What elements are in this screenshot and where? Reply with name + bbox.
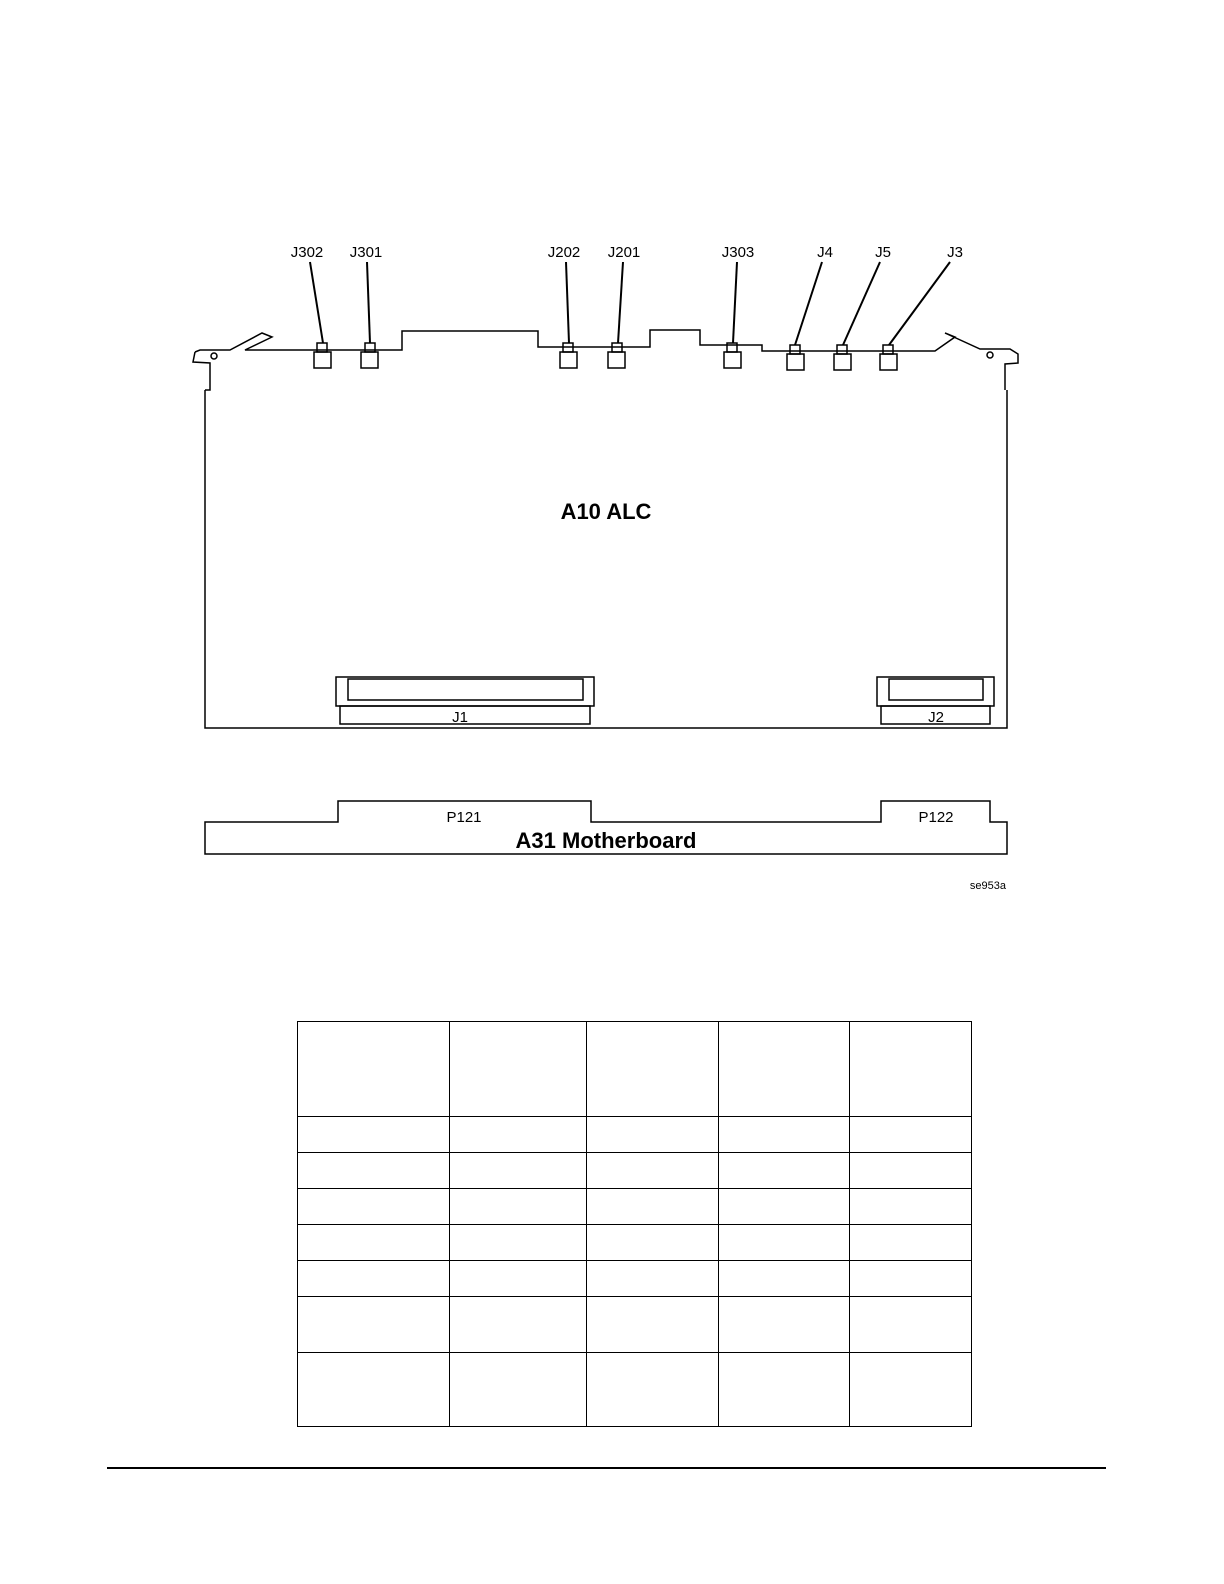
table-cell xyxy=(450,1117,587,1153)
table-cell xyxy=(450,1261,587,1297)
table-cell xyxy=(587,1261,719,1297)
leader-j301 xyxy=(367,262,370,343)
leader-j4 xyxy=(795,262,822,345)
table-row xyxy=(298,1117,972,1153)
leader-j3 xyxy=(889,262,950,345)
label-j2: J2 xyxy=(928,709,944,726)
table-cell xyxy=(719,1189,850,1225)
left-ejector-hole xyxy=(211,353,217,359)
table-cell xyxy=(719,1353,850,1427)
table-cell xyxy=(587,1189,719,1225)
table-cell xyxy=(587,1153,719,1189)
table-cell xyxy=(450,1297,587,1353)
table-body xyxy=(298,1022,972,1427)
table-cell xyxy=(298,1117,450,1153)
table-cell xyxy=(719,1225,850,1261)
footer-rule xyxy=(107,1467,1106,1469)
label-p121: P121 xyxy=(446,809,482,826)
table-cell xyxy=(450,1022,587,1117)
table-row xyxy=(298,1297,972,1353)
table-cell xyxy=(587,1022,719,1117)
table-row xyxy=(298,1353,972,1427)
table-row xyxy=(298,1153,972,1189)
label-j4: J4 xyxy=(817,244,833,261)
label-j201: J201 xyxy=(607,244,641,261)
table-cell xyxy=(719,1297,850,1353)
table-row xyxy=(298,1225,972,1261)
leader-j201 xyxy=(618,262,623,343)
table-cell xyxy=(587,1117,719,1153)
table-cell xyxy=(850,1117,972,1153)
table-cell xyxy=(850,1353,972,1427)
table-cell xyxy=(850,1189,972,1225)
leader-j303 xyxy=(733,262,737,343)
connector-table xyxy=(297,1021,972,1427)
table-cell xyxy=(719,1261,850,1297)
motherboard-title: A31 Motherboard xyxy=(515,828,697,853)
table-cell xyxy=(719,1153,850,1189)
table-row xyxy=(298,1189,972,1225)
table-row xyxy=(298,1261,972,1297)
table-row xyxy=(298,1022,972,1117)
figure-id: se953a xyxy=(969,880,1006,892)
table-cell xyxy=(298,1297,450,1353)
label-j3: J3 xyxy=(947,244,963,261)
table-cell xyxy=(298,1225,450,1261)
connector-j4 xyxy=(787,345,804,370)
label-j302: J302 xyxy=(290,244,324,261)
connector-j5 xyxy=(834,345,851,370)
leader-j302 xyxy=(310,262,323,343)
table-cell xyxy=(587,1353,719,1427)
label-p122: P122 xyxy=(918,809,954,826)
connector-j302 xyxy=(314,343,331,368)
connector-j3 xyxy=(880,345,897,370)
table-cell xyxy=(450,1189,587,1225)
label-j1: J1 xyxy=(452,709,468,726)
table-cell xyxy=(587,1297,719,1353)
connector-j301 xyxy=(361,343,378,368)
table-cell xyxy=(850,1153,972,1189)
table-cell xyxy=(850,1261,972,1297)
table-cell xyxy=(850,1225,972,1261)
table-cell xyxy=(298,1353,450,1427)
table-cell xyxy=(450,1225,587,1261)
label-j301: J301 xyxy=(349,244,383,261)
table-cell xyxy=(719,1022,850,1117)
table-cell xyxy=(298,1153,450,1189)
table-cell xyxy=(850,1297,972,1353)
left-ejector xyxy=(193,352,210,390)
label-j303: J303 xyxy=(721,244,755,261)
table-cell xyxy=(298,1022,450,1117)
table-cell xyxy=(298,1189,450,1225)
table-cell xyxy=(587,1225,719,1261)
table-cell xyxy=(850,1022,972,1117)
table-cell xyxy=(450,1153,587,1189)
connector-j303 xyxy=(724,343,741,368)
label-j202: J202 xyxy=(547,244,581,261)
label-j5: J5 xyxy=(875,244,891,261)
table-cell xyxy=(450,1353,587,1427)
right-ejector-hole xyxy=(987,352,993,358)
alc-board-title: A10 ALC xyxy=(560,499,652,524)
leader-j5 xyxy=(843,262,880,345)
leader-j202 xyxy=(566,262,569,343)
table-cell xyxy=(719,1117,850,1153)
table-cell xyxy=(298,1261,450,1297)
